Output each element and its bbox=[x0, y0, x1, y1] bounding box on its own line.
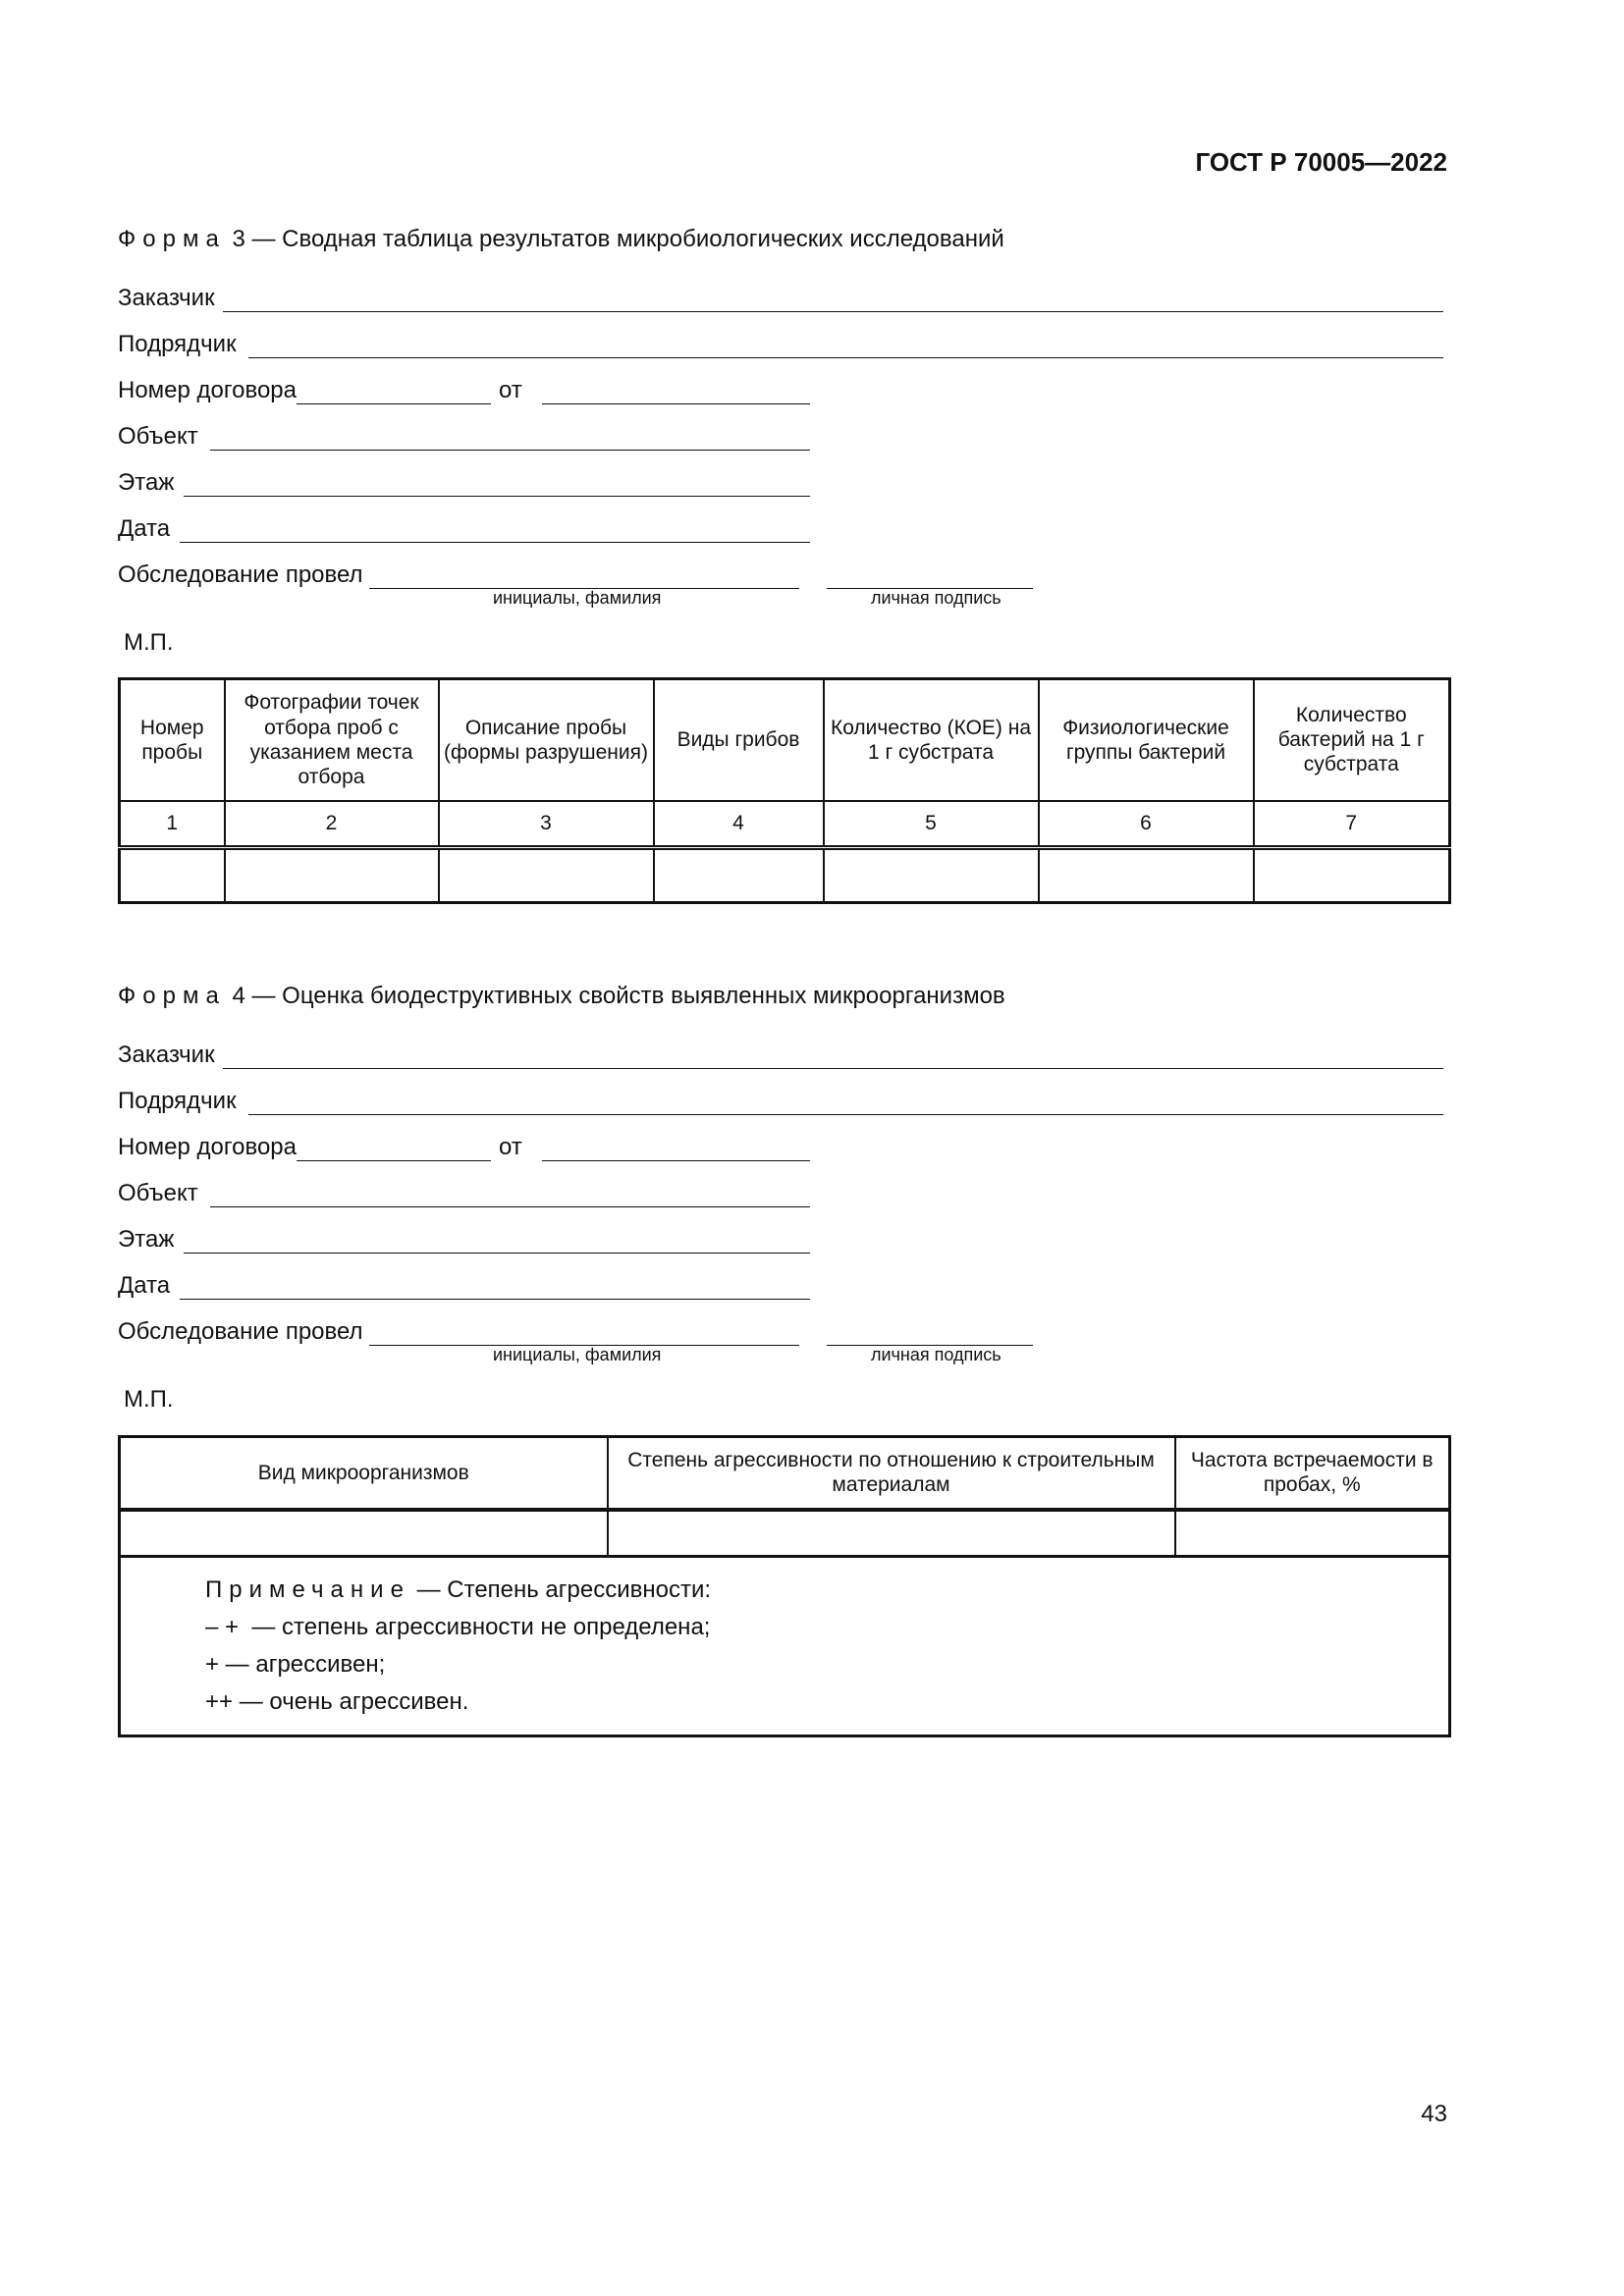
object-label: Объект bbox=[118, 1180, 198, 1206]
note-cell bbox=[120, 1557, 1450, 1736]
form4-assessment-table bbox=[118, 1435, 1451, 1737]
contract-number-line[interactable] bbox=[297, 376, 491, 404]
header-cell: Степень агрессивности по отношению к строительным материалам bbox=[608, 1437, 1175, 1510]
object-label: Объект bbox=[118, 423, 198, 450]
inspector-name-line[interactable] bbox=[369, 561, 799, 589]
table-row bbox=[120, 1510, 1450, 1557]
table-header-row bbox=[120, 679, 1450, 801]
floor-label: Этаж bbox=[118, 1226, 175, 1253]
table-row bbox=[120, 848, 1450, 903]
contractor-label: Подрядчик bbox=[118, 331, 237, 357]
column-number: 6 bbox=[1039, 801, 1254, 848]
empty-cell[interactable] bbox=[1254, 848, 1450, 903]
form3-date-field bbox=[118, 509, 810, 543]
form4-title-prefix: Форма bbox=[118, 983, 226, 1009]
customer-input-line[interactable] bbox=[223, 1041, 1443, 1069]
contractor-input-line[interactable] bbox=[248, 1087, 1443, 1115]
object-input-line[interactable] bbox=[210, 1179, 810, 1207]
inspector-signature-line[interactable] bbox=[827, 561, 1033, 589]
date-input-line[interactable] bbox=[180, 514, 810, 543]
initials-caption: инициалы, фамилия bbox=[493, 1345, 662, 1364]
signature-caption: личная подпись bbox=[871, 588, 1001, 608]
form4-floor-field bbox=[118, 1220, 810, 1254]
form3-title bbox=[118, 226, 1004, 253]
column-number: 4 bbox=[654, 801, 824, 848]
header-cell: Физиологические группы бактерий bbox=[1039, 679, 1254, 801]
signature-caption: личная подпись bbox=[871, 1345, 1001, 1364]
customer-label: Заказчик bbox=[118, 285, 215, 311]
customer-label: Заказчик bbox=[118, 1041, 215, 1068]
form4-date-field bbox=[118, 1266, 810, 1300]
header-cell: Частота встречаемости в пробах, % bbox=[1175, 1437, 1450, 1510]
empty-cell[interactable] bbox=[824, 848, 1039, 903]
seal-placeholder: М.П. bbox=[124, 629, 174, 656]
column-number: 1 bbox=[120, 801, 225, 848]
column-number: 7 bbox=[1254, 801, 1450, 848]
customer-input-line[interactable] bbox=[223, 284, 1443, 312]
form3-title-text: 3 — Сводная таблица результатов микробиологических исследований bbox=[232, 226, 1004, 252]
header-cell: Виды грибов bbox=[654, 679, 824, 801]
form3-object-field bbox=[118, 417, 810, 451]
column-number: 2 bbox=[225, 801, 439, 848]
contractor-label: Подрядчик bbox=[118, 1088, 237, 1114]
empty-cell[interactable] bbox=[1175, 1510, 1450, 1557]
note-title-rest: — Степень агрессивности: bbox=[416, 1576, 712, 1603]
form4-inspector-field bbox=[118, 1312, 1046, 1346]
document-code: ГОСТ Р 70005—2022 bbox=[1195, 147, 1447, 177]
contract-date-line[interactable] bbox=[542, 1133, 810, 1161]
inspector-name-line[interactable] bbox=[369, 1317, 799, 1346]
header-cell: Количество бактерий на 1 г субстрата bbox=[1254, 679, 1450, 801]
inspector-signature-line[interactable] bbox=[827, 1317, 1033, 1346]
contractor-input-line[interactable] bbox=[248, 330, 1443, 358]
form3-results-table bbox=[118, 677, 1451, 904]
empty-cell[interactable] bbox=[120, 848, 225, 903]
inspector-label: Обследование провел bbox=[118, 1318, 363, 1345]
form3-title-prefix: Форма bbox=[118, 226, 226, 252]
from-label: от bbox=[499, 377, 522, 403]
header-cell: Количество (КОЕ) на 1 г субстрата bbox=[824, 679, 1039, 801]
form3-inspector-field bbox=[118, 556, 1046, 589]
column-number-row bbox=[120, 801, 1450, 848]
object-input-line[interactable] bbox=[210, 422, 810, 451]
header-cell: Фотографии точек отбора проб с указанием места отбора bbox=[225, 679, 439, 801]
note-label: Примечание bbox=[205, 1576, 410, 1603]
form3-customer-field bbox=[118, 279, 1443, 312]
form4-object-field bbox=[118, 1174, 810, 1207]
table-header-row bbox=[120, 1437, 1450, 1510]
seal-placeholder: М.П. bbox=[124, 1386, 174, 1413]
contract-label: Номер договора bbox=[118, 1134, 297, 1160]
form4-contract-field bbox=[118, 1128, 810, 1161]
header-cell: Вид микроорганизмов bbox=[120, 1437, 608, 1510]
empty-cell[interactable] bbox=[1039, 848, 1254, 903]
contract-number-line[interactable] bbox=[297, 1133, 491, 1161]
form3-floor-field bbox=[118, 463, 810, 497]
form3-contract-field bbox=[118, 371, 810, 404]
form3-contractor-field bbox=[118, 325, 1443, 358]
empty-cell[interactable] bbox=[120, 1510, 608, 1557]
note-title bbox=[205, 1572, 1448, 1609]
empty-cell[interactable] bbox=[225, 848, 439, 903]
note-line: – + — степень агрессивности не определена; bbox=[205, 1614, 711, 1640]
floor-input-line[interactable] bbox=[184, 1225, 810, 1254]
contract-date-line[interactable] bbox=[542, 376, 810, 404]
page-number: 43 bbox=[1421, 2101, 1447, 2127]
empty-cell[interactable] bbox=[608, 1510, 1175, 1557]
column-number: 5 bbox=[824, 801, 1039, 848]
empty-cell[interactable] bbox=[654, 848, 824, 903]
from-label: от bbox=[499, 1134, 522, 1160]
form4-title-text: 4 — Оценка биодеструктивных свойств выявленных микроорганизмов bbox=[232, 983, 1005, 1009]
header-cell: Номер пробы bbox=[120, 679, 225, 801]
empty-cell[interactable] bbox=[439, 848, 654, 903]
form4-title bbox=[118, 983, 1005, 1010]
note-line: ++ — очень агрессивен. bbox=[205, 1688, 469, 1715]
form4-contractor-field bbox=[118, 1082, 1443, 1115]
column-number: 3 bbox=[439, 801, 654, 848]
initials-caption: инициалы, фамилия bbox=[493, 588, 662, 608]
date-input-line[interactable] bbox=[180, 1271, 810, 1300]
floor-label: Этаж bbox=[118, 469, 175, 496]
date-label: Дата bbox=[118, 1272, 171, 1299]
date-label: Дата bbox=[118, 515, 171, 542]
header-cell: Описание пробы (формы разрушения) bbox=[439, 679, 654, 801]
floor-input-line[interactable] bbox=[184, 468, 810, 497]
inspector-label: Обследование провел bbox=[118, 561, 363, 588]
contract-label: Номер договора bbox=[118, 377, 297, 403]
note-line: + — агрессивен; bbox=[205, 1651, 386, 1678]
note-row bbox=[120, 1557, 1450, 1736]
form4-customer-field bbox=[118, 1036, 1443, 1069]
